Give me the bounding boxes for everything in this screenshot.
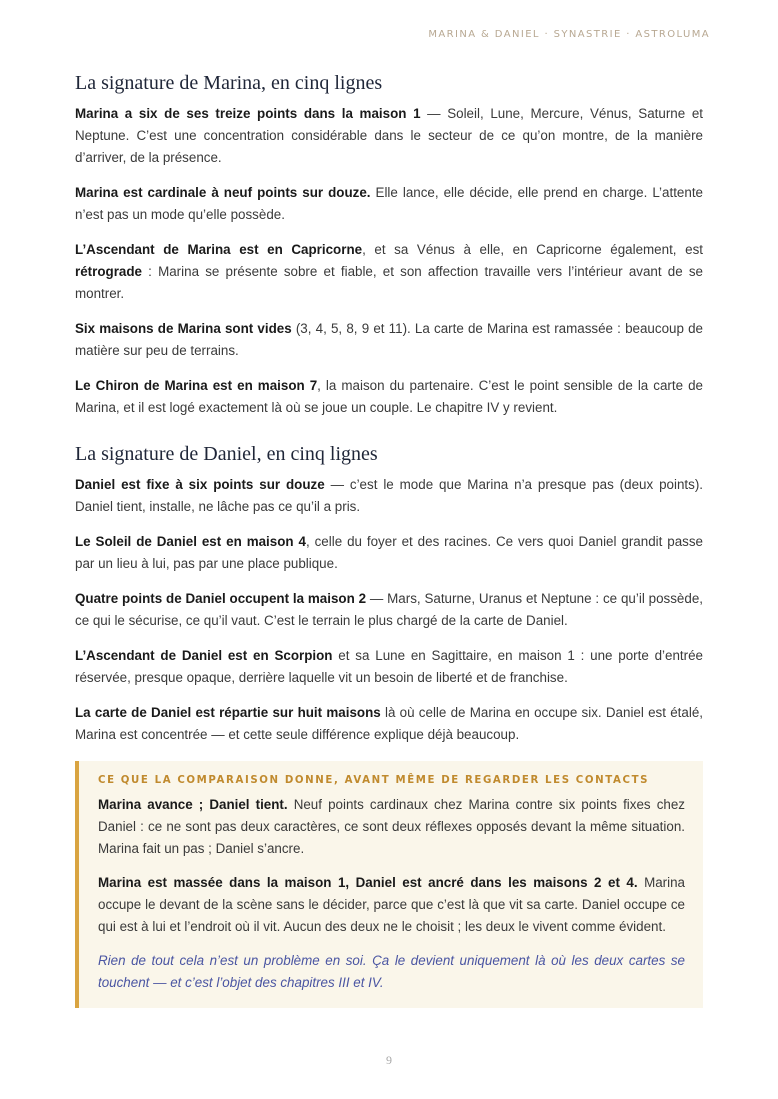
- section-title: La signature de Daniel, en cinq lignes: [75, 443, 378, 465]
- paragraph-lead: Marina a six de ses treize points dans la maison 1: [75, 106, 421, 121]
- paragraph-emphasis: rétrograde: [75, 264, 142, 279]
- paragraph-lead: Le Chiron de Marina est en maison 7: [75, 378, 318, 393]
- paragraph-lead: Six maisons de Marina sont vides: [75, 321, 292, 336]
- page-content: [75, 70, 703, 1008]
- paragraph-text: — c’est le mode que Marina n’a presque pas (deux points). Daniel tient, installe, ne lâche pas ce qu’il a pris.: [75, 477, 703, 514]
- paragraph-lead: Marina est massée dans la maison 1, Daniel est ancré dans les maisons 2 et 4.: [98, 875, 638, 890]
- paragraph: [75, 474, 703, 518]
- callout-paragraph: [98, 872, 685, 938]
- section-title: La signature de Marina, en cinq lignes: [75, 72, 383, 94]
- callout-note: Rien de tout cela n’est un problème en soi. Ça le devient uniquement là où les deux cartes se touchent — et c’est l’objet des chapitres III et IV.: [98, 953, 685, 990]
- paragraph-text: là où celle de Marina en occupe six. Daniel est étalé, Marina est concentrée — et cette seule différence explique déjà beaucoup.: [75, 705, 703, 742]
- paragraph: [75, 103, 703, 169]
- paragraph-lead: La carte de Daniel est répartie sur huit maisons: [75, 705, 381, 720]
- paragraph-text: : Marina se présente sobre et fiable, et son affection travaille vers l’intérieur avant de se montrer.: [75, 264, 703, 301]
- paragraph-text: et sa Lune en Sagittaire, en maison 1 : une porte d’entrée réservée, presque opaque, derrière laquelle vit un besoin de liberté et de franchise.: [75, 648, 703, 685]
- section-marina: [75, 70, 703, 419]
- comparison-callout: [75, 761, 703, 1008]
- paragraph-lead: Marina avance ; Daniel tient.: [98, 797, 288, 812]
- paragraph-lead: Quatre points de Daniel occupent la maison 2: [75, 591, 367, 606]
- paragraph-lead: L’Ascendant de Daniel est en Scorpion: [75, 648, 333, 663]
- paragraph-lead: Marina est cardinale à neuf points sur douze.: [75, 185, 371, 200]
- paragraph-lead: Le Soleil de Daniel est en maison 4: [75, 534, 306, 549]
- section-daniel: [75, 441, 703, 746]
- running-header: MARINA & DANIEL · SYNASTRIE · ASTROLUMA: [428, 29, 710, 40]
- paragraph-text: , celle du foyer et des racines. Ce vers quoi Daniel grandit passe par un lieu à lui, pas par une place publique.: [75, 534, 703, 571]
- paragraph-text: Neuf points cardinaux chez Marina contre six points fixes chez Daniel : ce ne sont pas deux caractères, ce sont deux réflexes opposés devant la même situation. Marina fait un pas ; Daniel s’ancre.: [98, 797, 685, 856]
- paragraph-text: Elle lance, elle décide, elle prend en charge. L’attente n’est pas un mode qu’elle possède.: [75, 185, 703, 222]
- paragraph-text: , la maison du partenaire. C’est le point sensible de la carte de Marina, et il est logé exactement là où se joue un couple. Le chapitre IV y revient.: [75, 378, 703, 415]
- paragraph: [75, 588, 703, 632]
- callout-title: CE QUE LA COMPARAISON DONNE, AVANT MÊME DE REGARDER LES CONTACTS: [98, 775, 650, 786]
- paragraph-text: Marina occupe le devant de la scène sans le décider, parce que c’est là que vit sa carte. Daniel occupe ce qui est à lui et l’endroit où il vit. Aucun des deux ne le choisit ; les deux le vivent comme évident.: [98, 875, 686, 934]
- paragraph-lead: Daniel est fixe à six points sur douze: [75, 477, 325, 492]
- paragraph-text: (3, 4, 5, 8, 9 et 11). La carte de Marina est ramassée : beaucoup de matière sur peu de terrains.: [75, 321, 703, 358]
- paragraph-lead: L’Ascendant de Marina est en Capricorne: [75, 242, 363, 257]
- paragraph: [75, 645, 703, 689]
- paragraph: [75, 182, 703, 226]
- callout-paragraph: [98, 794, 685, 860]
- paragraph-text: , et sa Vénus à elle, en Capricorne également, est: [362, 242, 703, 257]
- paragraph: [75, 239, 703, 305]
- paragraph: [75, 531, 703, 575]
- paragraph: [75, 375, 703, 419]
- paragraph: [75, 318, 703, 362]
- paragraph: [75, 702, 703, 746]
- paragraph-text: — Mars, Saturne, Uranus et Neptune : ce qu’il possède, ce qui le sécurise, ce qu’il vaut. C’est le terrain le plus chargé de la carte de Daniel.: [75, 591, 703, 628]
- page-number: 9: [386, 1053, 392, 1067]
- paragraph-text: — Soleil, Lune, Mercure, Vénus, Saturne et Neptune. C’est une concentration considérable dans le secteur de ce qu’on montre, de la manière d’arriver, de la présence.: [75, 106, 703, 165]
